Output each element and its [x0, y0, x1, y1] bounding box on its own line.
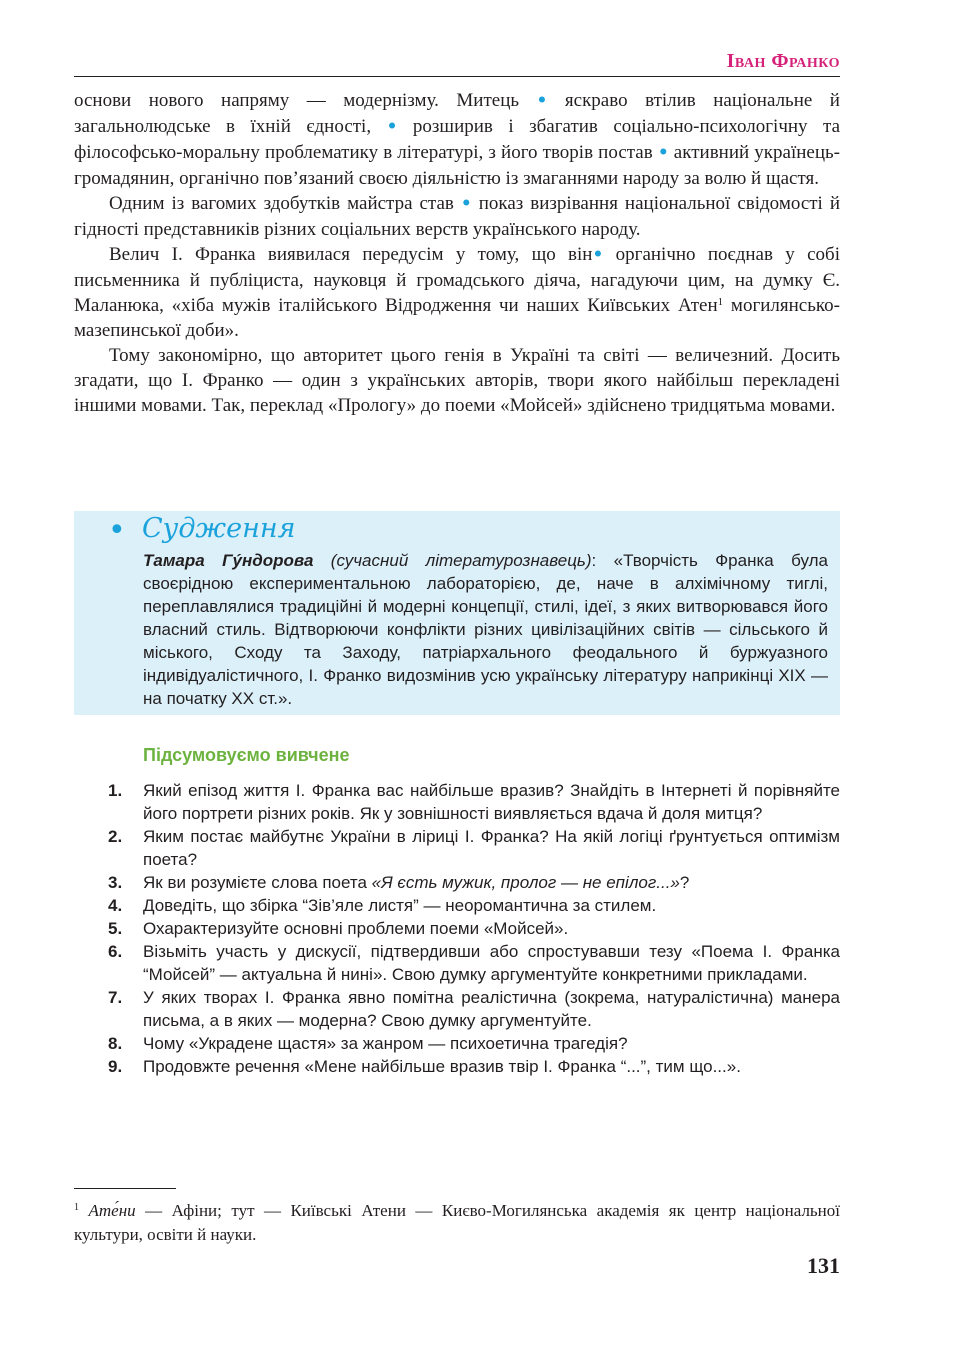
list-item [105, 986, 840, 1032]
list-item [105, 894, 840, 917]
text-run: показ визрівання національної свідомості й гідності представників різних соціальних верств українського народу. [74, 193, 840, 240]
question-text: Охарактеризуйте основні проблеми поеми «Мойсей». [143, 919, 569, 938]
question-number: 8. [108, 1034, 123, 1053]
paragraph [74, 191, 840, 242]
paragraph [74, 242, 840, 343]
question-text: Продовжте речення «Мене найбільше вразив твір І. Франка “...”, тим що...». [143, 1057, 741, 1076]
footnote-text: — Афіни; тут — Київські Атени — Києво-Могилянська академія як центр національної культури, освіти й науки. [74, 1201, 840, 1244]
question-number: 5. [108, 919, 123, 938]
list-item [105, 871, 840, 894]
question-text: У яких творах І. Франка явно помітна реалістична (зокрема, натуралістична) манера письма, а в яких — модерна? Свою думку аргументуйте. [143, 988, 840, 1030]
list-item [105, 917, 840, 940]
question-text: Яким постає майбутнє України в ліриці І. Франка? На якій логіці ґрунтується оптимізм поета? [143, 827, 840, 869]
page-number: 131 [807, 1253, 840, 1278]
question-number: 9. [108, 1057, 123, 1076]
text-run: Велич І. Франка виявилася передусім у тому, що він [109, 244, 593, 265]
text-run: Одним із вагомих здобутків майстра став [109, 193, 461, 214]
question-number: 7. [108, 988, 123, 1007]
main-text [74, 88, 840, 418]
text-run: могилянсько-мазепинської доби». [74, 295, 840, 341]
quote-author: Тамара Гýндорова [143, 551, 314, 570]
summary-heading: Підсумовуємо вивчене [143, 745, 350, 765]
bullet-marker: • [657, 143, 669, 163]
judgement-heading: Судження [142, 513, 296, 544]
question-text: Як ви розумієте слова поета [143, 873, 372, 892]
footnote [74, 1199, 840, 1247]
footnote-divider [74, 1188, 176, 1189]
paragraph: Тому закономірно, що авторитет цього генія в Україні та світі — величезний. Досить згадати, що І. Франко — один з українських авторів, твори якого найбільш перекладені іншими мовами. Так, переклад «Прологу» до поеми «Мойсей» здійснено тридцятьма мовами. [74, 345, 840, 416]
quote-author-role: (сучасний літературознавець) [313, 551, 592, 570]
list-item [105, 940, 840, 986]
question-number: 2. [108, 827, 123, 846]
question-text: Доведіть, що збірка “Зів’яле листя” — неоромантична за стилем. [143, 896, 657, 915]
text-run: органічно поєднав у собі письменника й публіциста, науковця й громадського діяча, нагадуючи цим, на думку Є. Маланюка, «хіба мужів італійського Відродження чи наших Київських Атен [74, 244, 840, 316]
question-number: 3. [108, 873, 123, 892]
question-list [105, 779, 840, 1078]
paragraph [74, 88, 840, 191]
judgement-quote [143, 549, 828, 710]
bullet-marker: • [108, 513, 126, 548]
footnote-reference: 1 [717, 296, 724, 308]
text-run: розширив і збагатив соціально-психологічну та філософсько-моральну проблематику в літературі, з його творів постав [74, 116, 841, 163]
question-text: Який епізод життя І. Франка вас найбільше вразив? Знайдіть в Інтернеті й порівняйте його портрети різних років. Як у зовнішності виявляється вдача й доля митця? [143, 781, 840, 823]
question-number: 4. [108, 896, 123, 915]
quote-text: : «Творчість Франка була своєрідною експериментальною лабораторією, де, наче в алхімічному тиглі, переплавлялися традиційні й модерні концепції, стилі, ідеї, з яких витворювався його власний стиль. Відтворюючи конфлікти різних цивілізаційних світів — сільського й міського, Сходу та Заходу, патріархального феодального й буржуазного індивідуалістичного, І. Франко видозмінив усю українську літературу наприкінці ХІХ — на початку ХХ ст.». [143, 551, 828, 708]
list-item [105, 779, 840, 825]
list-item [105, 1032, 840, 1055]
question-number: 6. [108, 942, 123, 961]
header-divider [74, 76, 840, 77]
question-text: ? [679, 873, 690, 892]
footnote-term: Ате́ни [88, 1201, 136, 1220]
list-item [105, 1055, 840, 1078]
text-run: основи нового напряму — модернізму. Митець [74, 90, 537, 111]
running-header: Іван Франко [726, 50, 840, 72]
bullet-marker: • [592, 245, 604, 265]
text-run: яскраво втілив національне й загальнолюдське в їхній єдності, [74, 90, 840, 137]
list-item [105, 825, 840, 871]
bullet-marker: • [460, 194, 472, 214]
question-text: Візьміть участь у дискусії, підтвердивши або спростувавши тезу «Поема І. Франка “Мойсей” — актуальна й нині». Свою думку аргументуйте конкретними прикладами. [143, 942, 840, 984]
question-text: Чому «Украдене щастя» за жанром — психоетична трагедія? [143, 1034, 628, 1053]
bullet-marker: • [386, 117, 398, 137]
text-run: активний українець-громадянин, органічно пов’язаний своєю діяльністю із змаганнями народу за волю й щастя. [74, 142, 840, 189]
question-number: 1. [108, 781, 123, 800]
footnote-number: 1 [74, 1202, 79, 1213]
judgement-box [74, 511, 840, 715]
question-quote: «Я єсть мужик, пролог — не епілог...» [371, 873, 680, 892]
bullet-marker: • [536, 91, 548, 111]
